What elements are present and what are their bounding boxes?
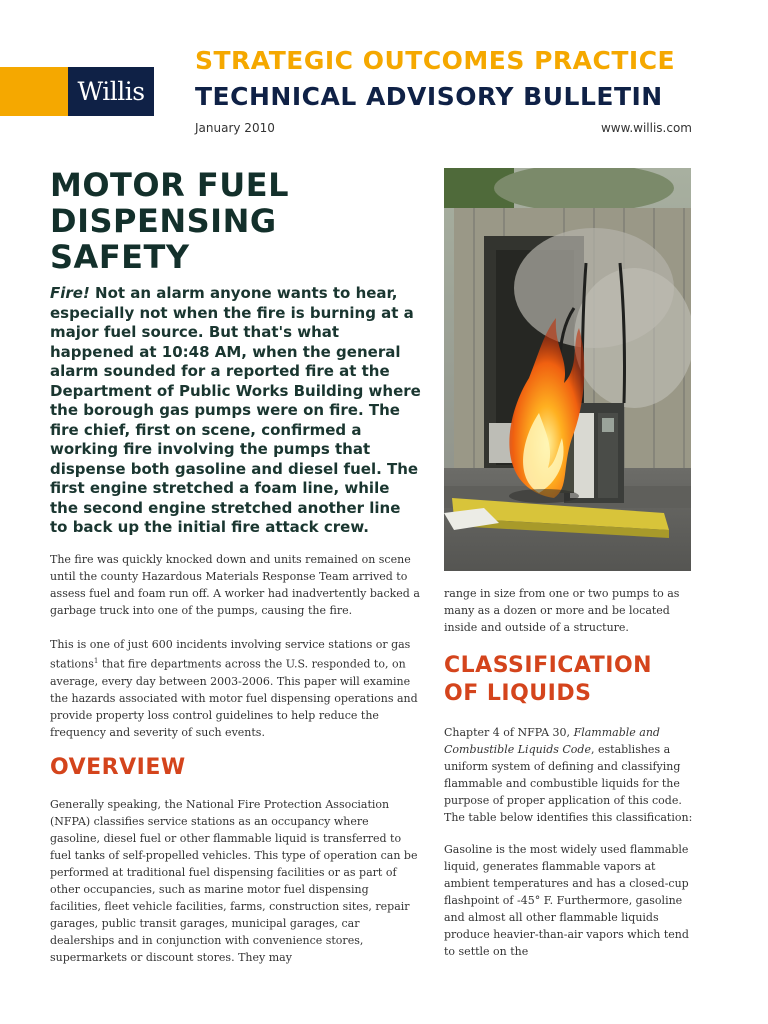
fuel-pump-fire-photo [444, 168, 691, 571]
body-paragraph-3: Generally speaking, the National Fire Protection Association (NFPA) classifies service stations as an occupancy where gasoline, diesel fuel or other flammable liquid is transferred to fuel tanks of self-propelled vehicles. This type of operation can be performed at traditional fuel dispensing facilities or as part of other occupancies, such as marine motor fuel dispensing facilities, fleet vehicle facilities, farms, construction sites, repair garages, public transit garages, municipal garages, car dealerships and in conjunction with convenience stores, supermarkets or discount stores. They may [50, 798, 418, 964]
body-paragraph-6: Gasoline is the most widely used flammable liquid, generates flammable vapors at ambient temperatures and has a closed-cup flashpoint of -45° F. Furthermore, gasoline and almost all other flammable liquids produce heavier-than-air vapors which tend to settle on the [444, 843, 689, 958]
body-paragraph-2-part-b: that fire departments across the U.S. responded to, on average, every day between 2003-2006. This paper will examine the hazards associated with motor fuel dispensing operations and provide property loss control guidelines to help reduce the frequency and severity of such events. [50, 657, 418, 739]
body-paragraph-1: The fire was quickly knocked down and units remained on scene until the county Hazardous Materials Response Team arrived to assess fuel and foam run off. A worker had inadvertently backed a garbage truck into one of the pumps, causing the fire. [50, 553, 420, 617]
body-paragraph-5-part-b: , establishes a uniform system of defining and classifying flammable and combustible liquids for the purpose of proper application of this code. The table below identifies this classification: [444, 743, 693, 824]
body-paragraph-4: range in size from one or two pumps to as many as a dozen or more and be located inside and outside of a structure. [444, 587, 680, 634]
lead-text: Not an alarm anyone wants to hear, especially not when the fire is burning at a major fuel source. But that's what happened at 10:48 AM, when the general alarm sounded for a reported fire at the Department of Public Works Building where the borough gas pumps were on fire. The fire chief, first on scene, confirmed a working fire involving the pumps that dispense both gasoline and diesel fuel. The first engine stretched a foam line, while the second engine stretched another line to back up the initial fire attack crew. [50, 284, 421, 536]
code-title: Flammable and Combustible Liquids Code [444, 726, 660, 756]
body-paragraph-2 [50, 636, 422, 741]
footnote-marker: 1 [93, 657, 99, 665]
willis-logo: Willis [68, 67, 154, 116]
section-heading-overview: OVERVIEW [50, 755, 186, 780]
section-heading-classification: CLASSIFICATION OF LIQUIDS [444, 653, 653, 706]
body-paragraph-5-part-a: Chapter 4 of NFPA 30, [444, 726, 574, 739]
brand-color-bar [0, 67, 68, 116]
body-paragraph-5 [444, 724, 694, 826]
issue-date: January 2010 [195, 121, 275, 135]
bulletin-title: TECHNICAL ADVISORY BULLETIN [195, 82, 663, 111]
article-title: MOTOR FUEL DISPENSING SAFETY [50, 166, 289, 276]
lead-emphasis: Fire! [50, 284, 90, 302]
body-paragraph-2-part-a: This is one of just 600 incidents involving service stations or gas stations [50, 638, 411, 671]
website-link[interactable]: www.willis.com [600, 121, 692, 135]
lead-paragraph [50, 284, 422, 538]
practice-kicker: STRATEGIC OUTCOMES PRACTICE [195, 46, 676, 75]
